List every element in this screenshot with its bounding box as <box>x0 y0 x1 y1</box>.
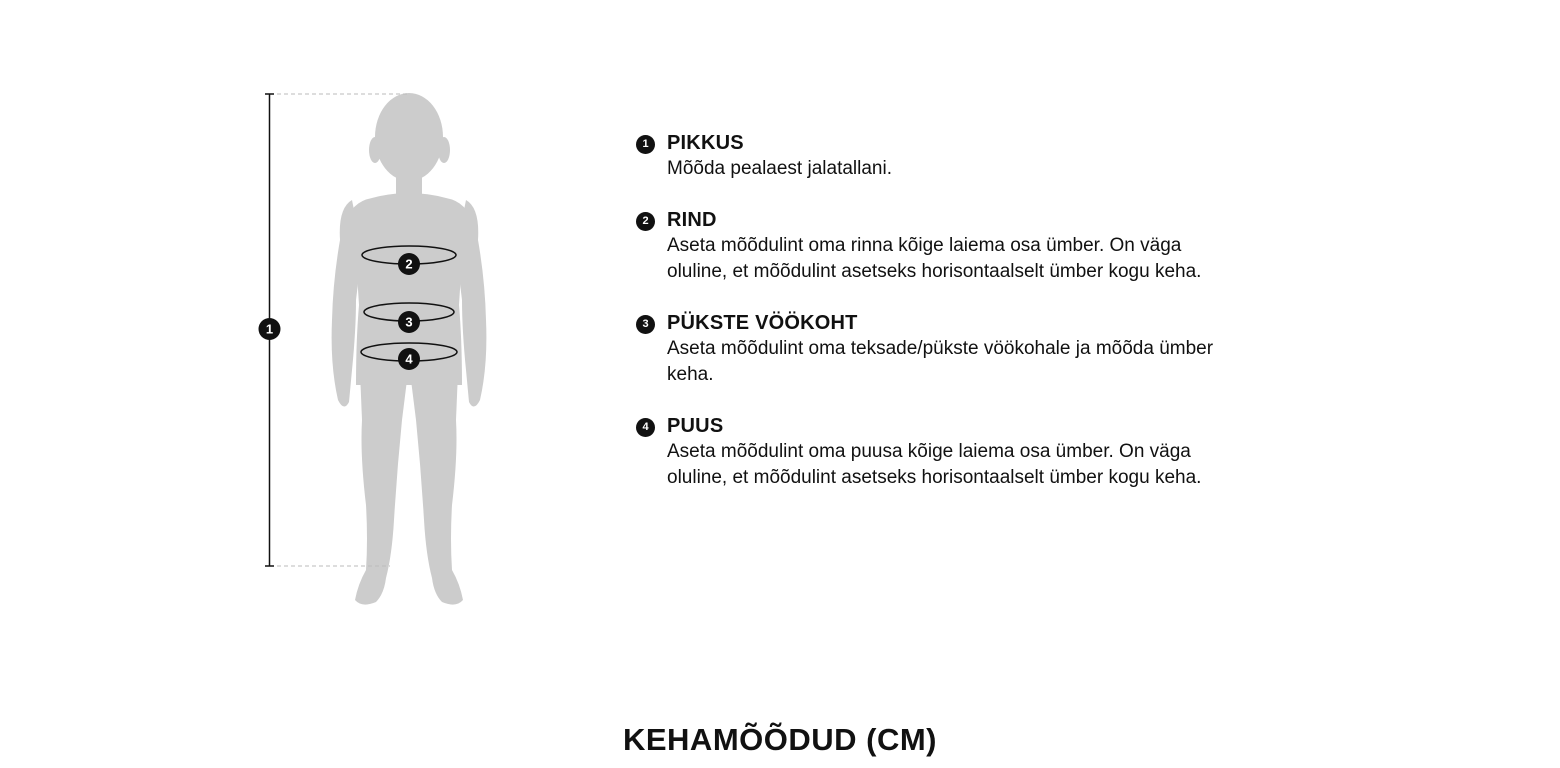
left-leg <box>355 372 408 605</box>
body-measurements-heading: KEHAMÕÕDUD (CM) <box>622 722 938 757</box>
neck <box>396 172 422 196</box>
instruction-description: Aseta mõõdulint oma puusa kõige laiema osa ümber. On väga oluline, et mõõdulint asetseks horisontaalselt ümber kogu keha. <box>667 440 1202 488</box>
number-badge: 1 <box>636 135 655 154</box>
number-badge: 4 <box>636 418 655 437</box>
instruction-title: PIKKUS <box>667 132 744 154</box>
number-badge: 2 <box>636 212 655 231</box>
instruction-title: PÜKSTE VÖÖKOHT <box>667 311 858 334</box>
instruction-height <box>636 130 1236 183</box>
right-leg <box>410 372 463 605</box>
instruction-title: RIND <box>667 208 717 231</box>
instruction-description: Aseta mõõdulint oma rinna kõige laiema osa ümber. On väga oluline, et mõõdulint asetseks horisontaalselt ümber kogu keha. <box>667 234 1202 282</box>
waist-marker-label: 3 <box>405 314 413 330</box>
instruction-chest <box>636 207 1236 286</box>
instruction-waist <box>636 310 1236 389</box>
hip-marker-label: 4 <box>405 351 413 367</box>
number-badge: 3 <box>636 315 655 334</box>
instruction-description: Aseta mõõdulint oma teksade/pükste vöökohale ja mõõda ümber keha. <box>667 337 1214 385</box>
height-marker-label: 1 <box>265 321 274 337</box>
measurement-instructions <box>636 130 1236 492</box>
instruction-hip <box>636 413 1236 492</box>
head <box>375 93 443 181</box>
instruction-description: Mõõda pealaest jalatallani. <box>667 158 892 179</box>
instruction-title: PUUS <box>667 414 724 437</box>
chest-marker-label: 2 <box>405 256 413 272</box>
